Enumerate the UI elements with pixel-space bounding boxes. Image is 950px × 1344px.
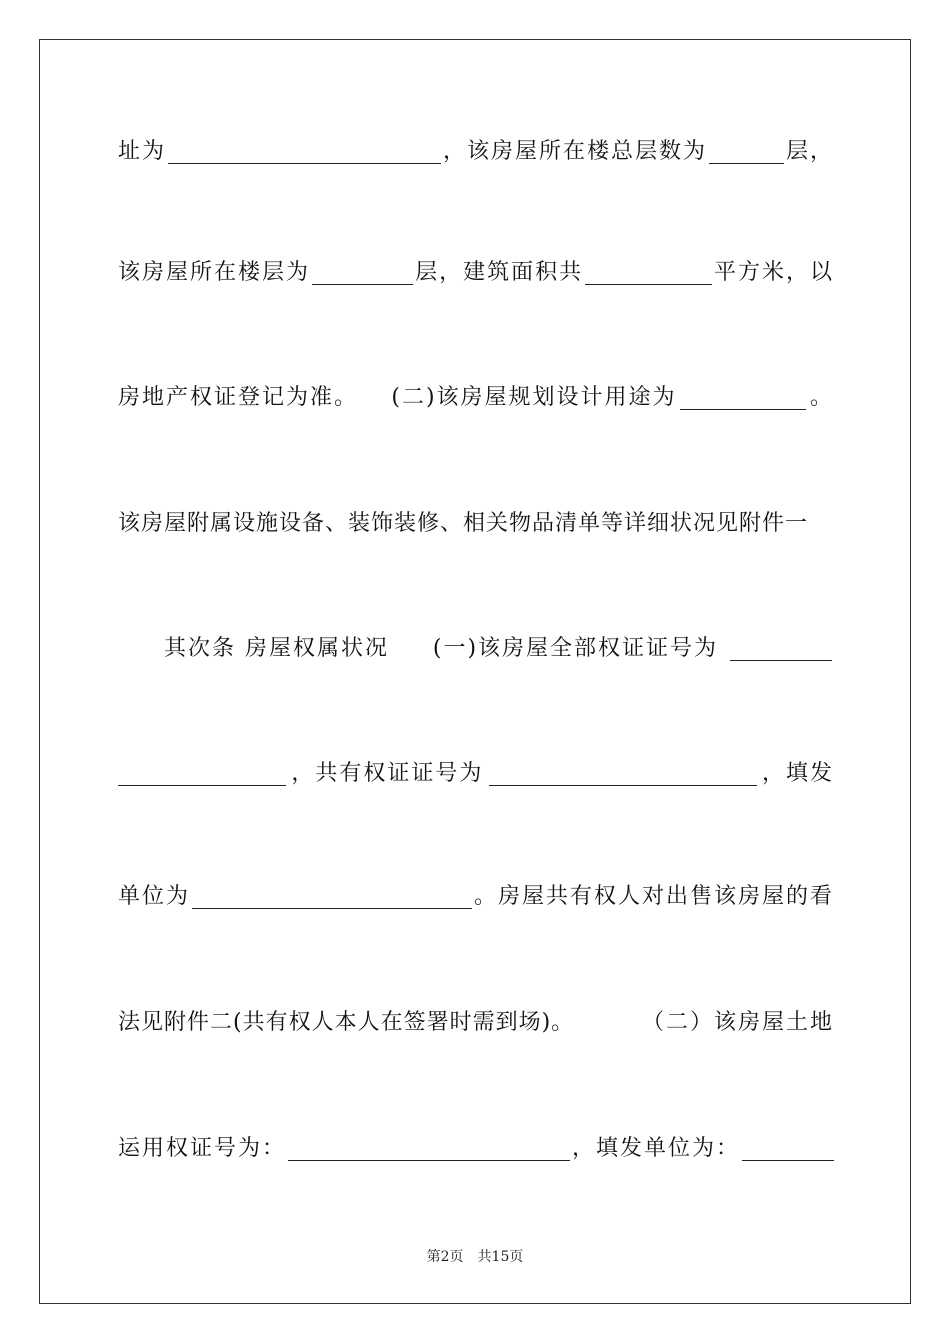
co-ownership-number-blank bbox=[489, 763, 757, 786]
section-heading: 其次条 房屋权属状况 bbox=[164, 636, 389, 661]
line-2-text-c: 平方米，以 bbox=[713, 260, 834, 285]
certificate-number-blank bbox=[730, 638, 832, 661]
certificate-number-blank-cont bbox=[118, 763, 286, 786]
line-5-text-b: (一)该房屋全部权证证号为 bbox=[432, 636, 719, 661]
floor-blank bbox=[312, 262, 413, 285]
text-line-2 bbox=[118, 256, 834, 290]
text-line-8 bbox=[118, 1006, 834, 1040]
text-line-1 bbox=[118, 135, 834, 169]
page-border bbox=[39, 39, 911, 1304]
line-3-text-c: 。 bbox=[809, 385, 834, 410]
line-3-text-b: (二)该房屋规划设计用途为 bbox=[391, 385, 677, 410]
total-pages: 共15页 bbox=[477, 1249, 524, 1265]
line-7-text-a: 单位为 bbox=[118, 884, 191, 909]
line-9-text-b: ，填发单位为： bbox=[572, 1136, 741, 1161]
line-6-text-b: ，填发 bbox=[761, 761, 834, 786]
line-9-text-a: 运用权证号为： bbox=[118, 1136, 287, 1161]
line-1-text-a: 址为 bbox=[118, 139, 167, 164]
text-line-5 bbox=[164, 632, 834, 666]
line-4-text: 该房屋附属设施设备、装饰装修、相关物品清单等详细状况见附件一 bbox=[118, 511, 809, 536]
line-7-text-b: 。房屋共有权人对出售该房屋的看 bbox=[473, 884, 834, 909]
text-line-9 bbox=[118, 1132, 834, 1166]
line-6-text-a: ，共有权证证号为 bbox=[291, 761, 484, 786]
text-line-4 bbox=[118, 507, 834, 541]
line-1-text-b: ，该房屋所在楼总层数为 bbox=[443, 139, 708, 164]
area-blank bbox=[585, 262, 712, 285]
line-2-text-a: 该房屋所在楼层为 bbox=[118, 260, 311, 285]
line-3-text-a: 房地产权证登记为准。 bbox=[118, 385, 359, 410]
line-1-text-c: 层， bbox=[785, 139, 834, 164]
page-footer bbox=[0, 1246, 950, 1266]
line-2-text-b: 层，建筑面积共 bbox=[415, 260, 584, 285]
text-line-6 bbox=[118, 757, 834, 791]
text-line-7 bbox=[118, 880, 834, 914]
line-8-text-a: 法见附件二(共有权人本人在签署时需到场)。 bbox=[118, 1010, 575, 1035]
line-8-text-b: （二）该房屋土地 bbox=[641, 1010, 834, 1035]
land-issuing-unit-blank bbox=[742, 1138, 834, 1161]
address-blank bbox=[168, 141, 441, 164]
usage-blank bbox=[680, 387, 806, 410]
land-use-certificate-blank bbox=[288, 1138, 570, 1161]
page-number: 第2页 bbox=[426, 1249, 464, 1265]
issuing-unit-blank bbox=[192, 886, 472, 909]
total-floors-blank bbox=[709, 141, 784, 164]
text-line-3 bbox=[118, 381, 834, 415]
